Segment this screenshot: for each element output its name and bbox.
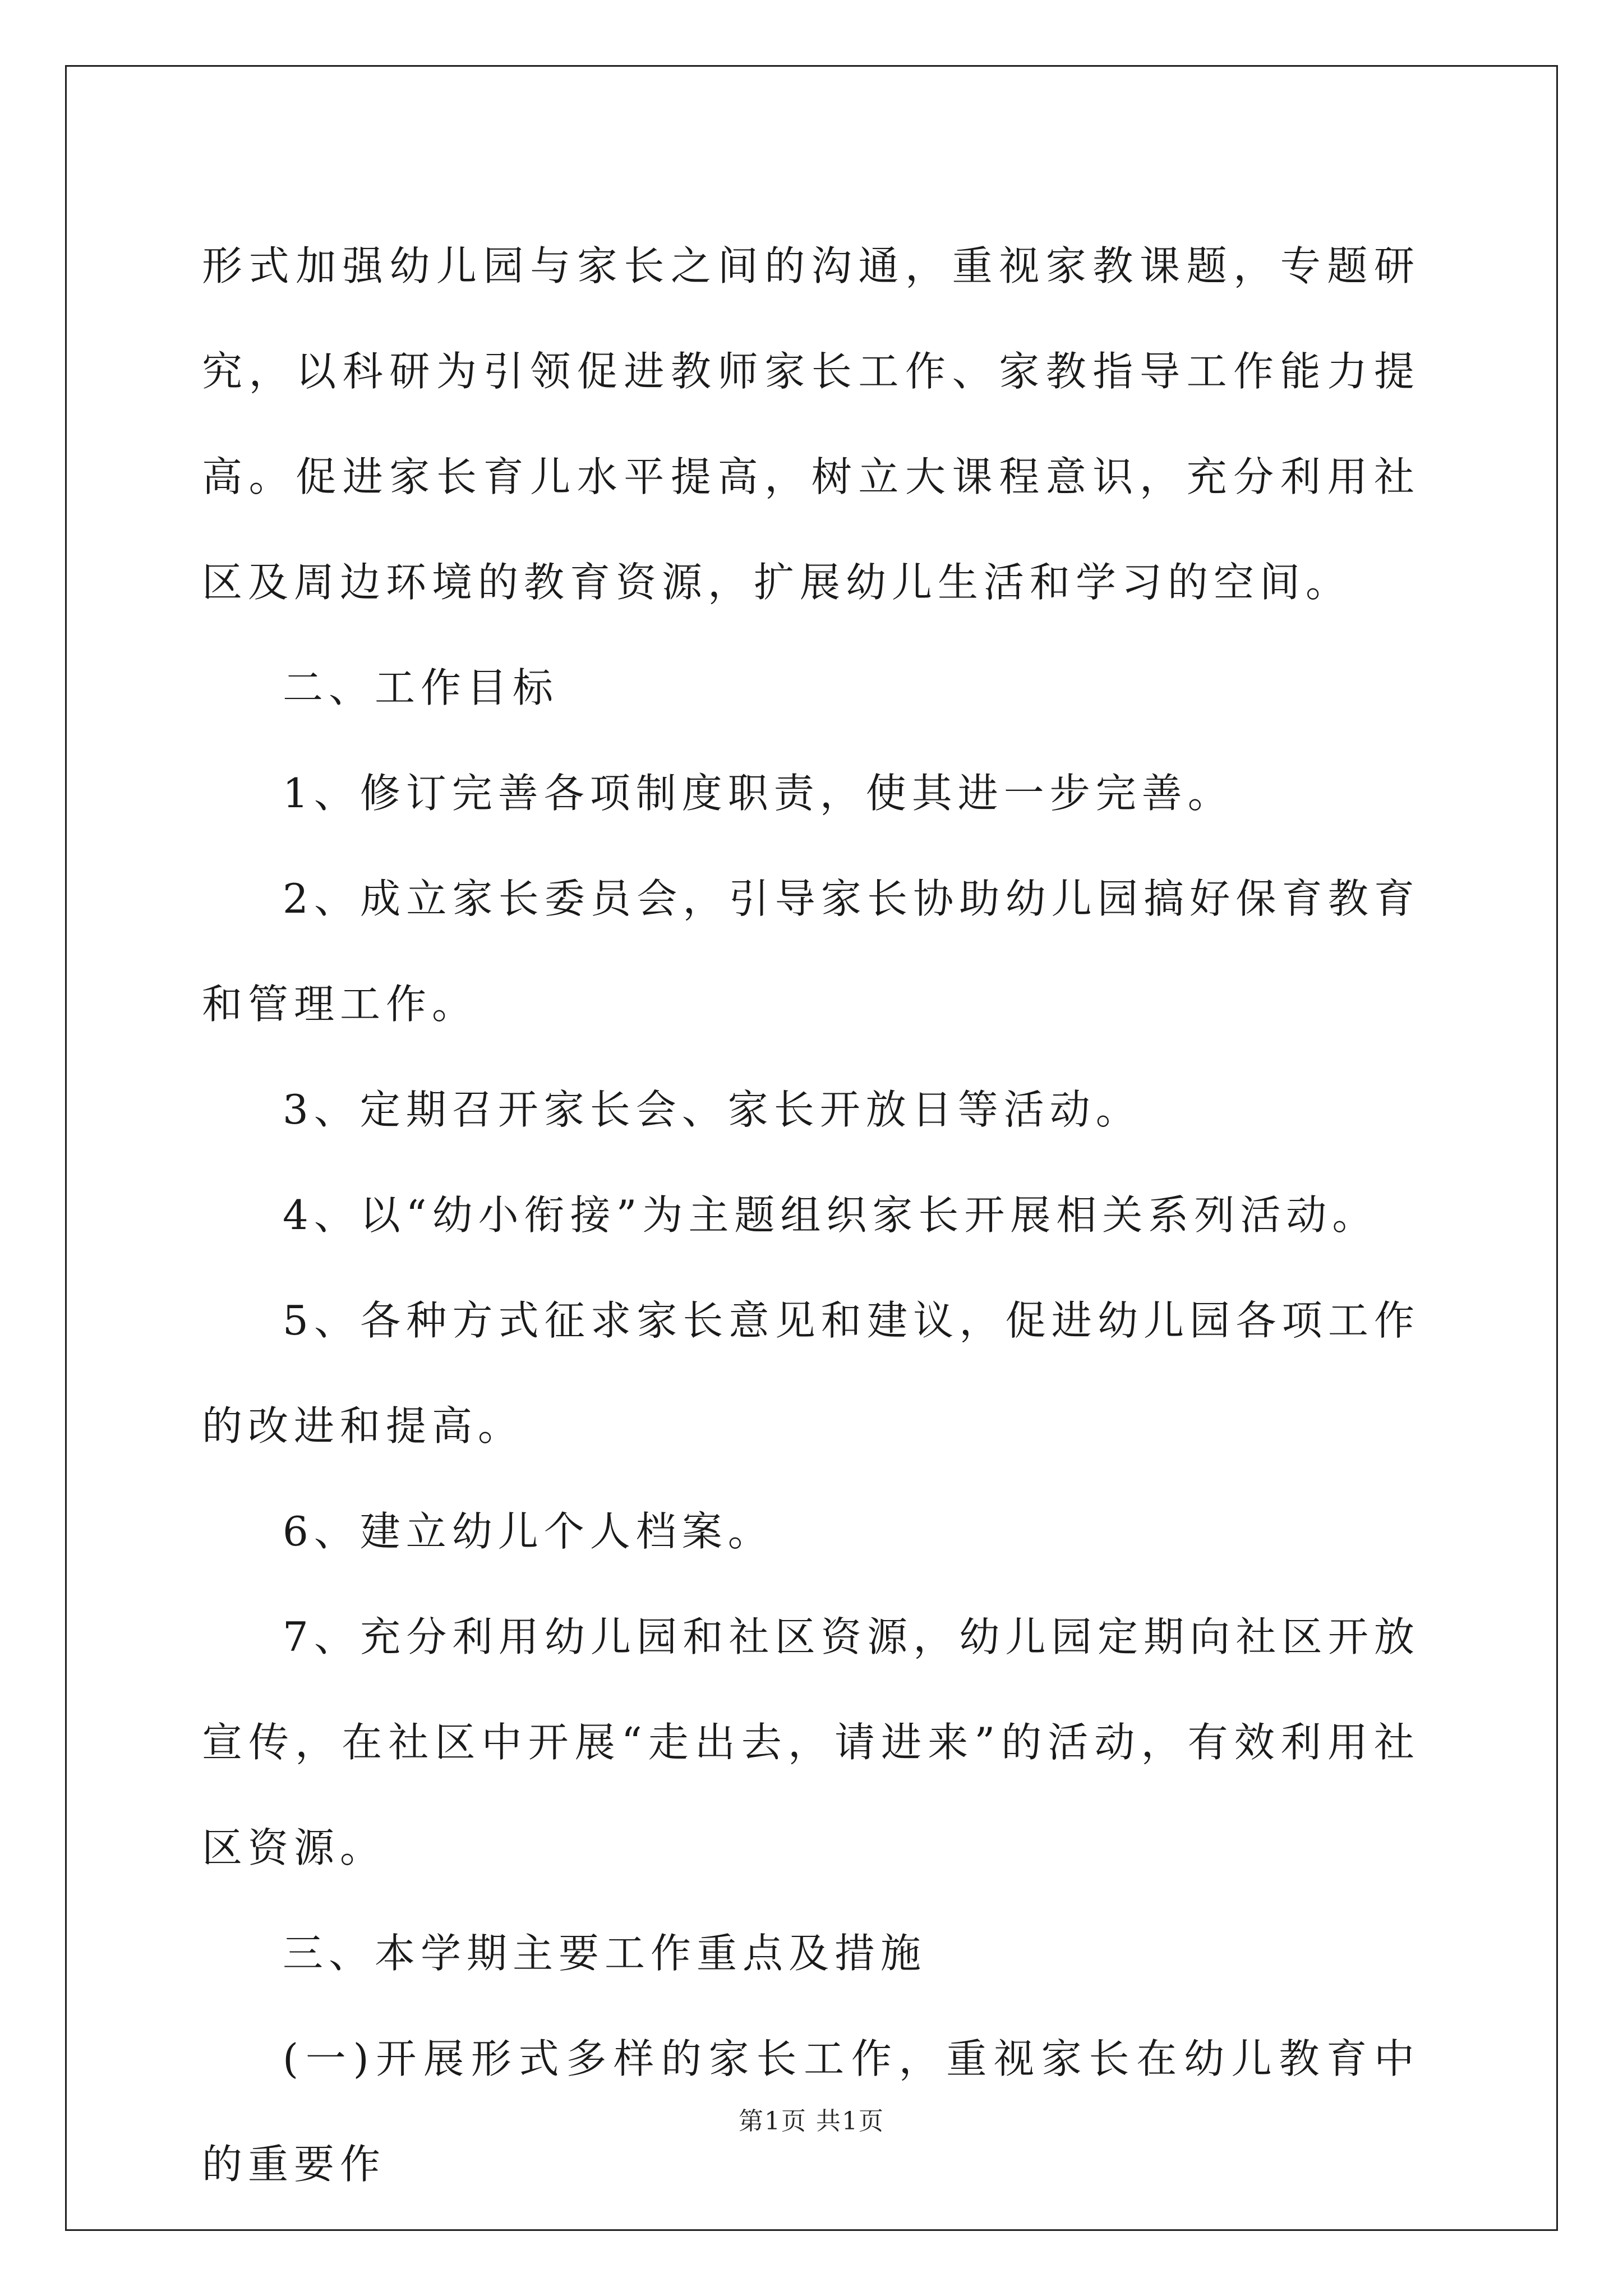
goal-item-3: 3、定期召开家长会、家长开放日等活动。 bbox=[283, 1086, 1142, 1133]
document-body bbox=[202, 213, 1420, 2217]
section-heading-measures: 三、本学期主要工作重点及措施 bbox=[283, 1930, 927, 1977]
goal-item-5: 5、各种方式征求家长意见和建议，促进幼儿园各项工作的改进和提高。 bbox=[202, 1297, 1420, 1450]
goal-item-2: 2、成立家长委员会，引导家长协助幼儿园搞好保育教育和管理工作。 bbox=[202, 875, 1420, 1028]
goal-item-4: 4、以“幼小衔接”为主题组织家长开展相关系列活动。 bbox=[283, 1191, 1378, 1239]
page-number-footer: 第1页 共1页 bbox=[739, 2107, 884, 2136]
goal-item-1: 1、修订完善各项制度职责，使其进一步完善。 bbox=[283, 770, 1234, 817]
goal-item-7: 7、充分利用幼儿园和社区资源，幼儿园定期向社区开放宣传，在社区中开展“走出去，请进来”的活动，有效利用社区资源。 bbox=[202, 1613, 1420, 1871]
section-heading-goals: 二、工作目标 bbox=[283, 664, 559, 711]
measure-item-1: (一)开展形式多样的家长工作，重视家长在幼儿教育中的重要作 bbox=[202, 2035, 1420, 2188]
goal-item-6: 6、建立幼儿个人档案。 bbox=[283, 1508, 774, 1555]
paragraph-continuation: 形式加强幼儿园与家长之间的沟通，重视家教课题，专题研究，以科研为引领促进教师家长工作、家教指导工作能力提高。促进家长育儿水平提高，树立大课程意识，充分利用社区及周边环境的教育资源，扩展幼儿生活和学习的空间。 bbox=[202, 242, 1420, 606]
